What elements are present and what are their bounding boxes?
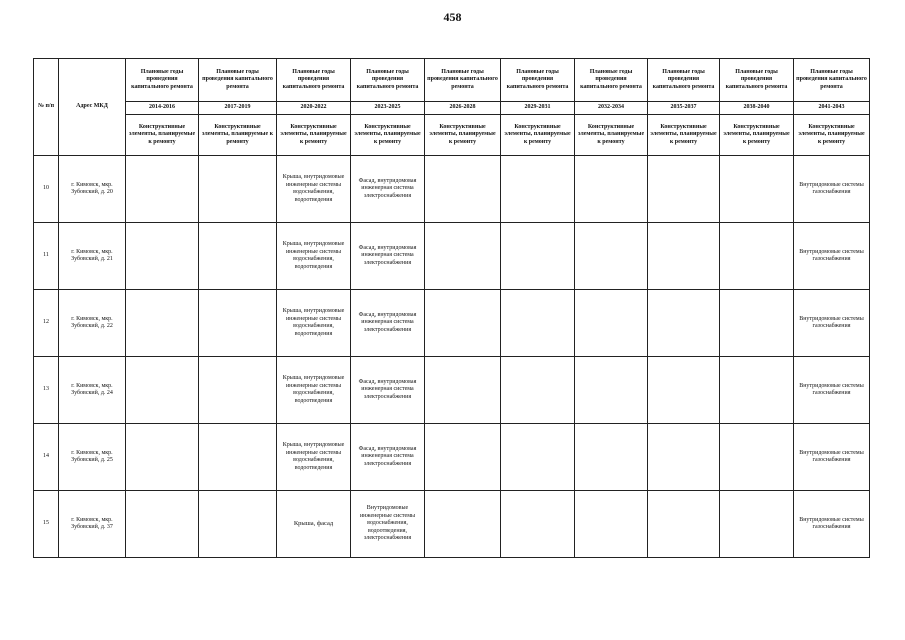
cell-2026-2028: [425, 156, 501, 223]
cell-2026-2028: [425, 424, 501, 491]
cell-2038-2040: [720, 290, 794, 357]
page-number: 458: [443, 10, 462, 24]
cell-2026-2028: [425, 290, 501, 357]
header-period-title: Плановые годы проведения капитального ремонта: [351, 59, 425, 102]
cell-2014-2016: [126, 424, 199, 491]
header-num: № п/п: [34, 59, 59, 156]
cell-2026-2028: [425, 357, 501, 424]
cell-2035-2037: [648, 491, 720, 558]
header-period-title: Плановые годы проведения капитального ремонта: [277, 59, 351, 102]
header-elements: Конструктивные элементы, планируемые к ремонту: [501, 115, 575, 156]
cell-2032-2034: [575, 357, 648, 424]
cell-2029-2031: [501, 357, 575, 424]
cell-2035-2037: [648, 357, 720, 424]
cell-2020-2022: Крыша, внутридомовые инженерные системы водоснабжения, водоотведения: [277, 424, 351, 491]
cell-2029-2031: [501, 290, 575, 357]
cell-2032-2034: [575, 424, 648, 491]
row-address: г. Кимовск, мкр. Зубовский, д. 25: [59, 424, 126, 491]
header-year-range: 2029-2031: [501, 102, 575, 115]
header-period-title: Плановые годы проведения капитального ремонта: [425, 59, 501, 102]
header-elements: Конструктивные элементы, планируемые к ремонту: [794, 115, 870, 156]
cell-2017-2019: [199, 156, 277, 223]
header-elements: Конструктивные элементы, планируемые к ремонту: [199, 115, 277, 156]
table-row: [34, 156, 870, 223]
cell-2023-2025: Фасад, внутридомовая инженерная система электроснабжения: [351, 424, 425, 491]
header-address: Адрес МКД: [59, 59, 126, 156]
cell-2041-2043: Внутридомовые системы газоснабжения: [794, 424, 870, 491]
cell-2041-2043: Внутридомовые системы газоснабжения: [794, 223, 870, 290]
cell-2041-2043: Внутридомовые системы газоснабжения: [794, 156, 870, 223]
header-period-title: Плановые годы проведения капитального ремонта: [126, 59, 199, 102]
cell-2032-2034: [575, 156, 648, 223]
row-address: г. Кимовск, мкр. Зубовский, д. 21: [59, 223, 126, 290]
cell-2041-2043: Внутридомовые системы газоснабжения: [794, 357, 870, 424]
cell-2023-2025: Фасад, внутридомовая инженерная система электроснабжения: [351, 156, 425, 223]
table-row: [34, 424, 870, 491]
cell-2023-2025: Фасад, внутридомовая инженерная система электроснабжения: [351, 290, 425, 357]
table-row: [34, 223, 870, 290]
row-address: г. Кимовск, мкр. Зубовский, д. 22: [59, 290, 126, 357]
header-year-range: 2041-2043: [794, 102, 870, 115]
row-number: 11: [34, 223, 59, 290]
cell-2029-2031: [501, 156, 575, 223]
cell-2014-2016: [126, 290, 199, 357]
cell-2029-2031: [501, 491, 575, 558]
row-address: г. Кимовск, мкр. Зубовский, д. 37: [59, 491, 126, 558]
cell-2014-2016: [126, 223, 199, 290]
cell-2020-2022: Крыша, внутридомовые инженерные системы водоснабжения, водоотведения: [277, 156, 351, 223]
row-number: 14: [34, 424, 59, 491]
header-elements: Конструктивные элементы, планируемые к ремонту: [351, 115, 425, 156]
header-period-title: Плановые годы проведения капитального ремонта: [199, 59, 277, 102]
row-number: 12: [34, 290, 59, 357]
cell-2038-2040: [720, 491, 794, 558]
cell-2020-2022: Крыша, внутридомовые инженерные системы водоснабжения, водоотведения: [277, 290, 351, 357]
cell-2038-2040: [720, 223, 794, 290]
cell-2023-2025: Фасад, внутридомовая инженерная система электроснабжения: [351, 223, 425, 290]
cell-2017-2019: [199, 223, 277, 290]
cell-2035-2037: [648, 223, 720, 290]
cell-2017-2019: [199, 357, 277, 424]
header-elements: Конструктивные элементы, планируемые к ремонту: [720, 115, 794, 156]
cell-2020-2022: Крыша, внутридомовые инженерные системы водоснабжения, водоотведения: [277, 357, 351, 424]
cell-2041-2043: Внутридомовые системы газоснабжения: [794, 491, 870, 558]
row-number: 15: [34, 491, 59, 558]
row-number: 10: [34, 156, 59, 223]
cell-2017-2019: [199, 424, 277, 491]
cell-2032-2034: [575, 290, 648, 357]
header-year-range: 2014-2016: [126, 102, 199, 115]
header-year-range: 2038-2040: [720, 102, 794, 115]
cell-2017-2019: [199, 290, 277, 357]
header-elements: Конструктивные элементы, планируемые к ремонту: [425, 115, 501, 156]
cell-2020-2022: Крыша, фасад: [277, 491, 351, 558]
header-year-range: 2026-2028: [425, 102, 501, 115]
table-row: [34, 290, 870, 357]
cell-2023-2025: Фасад, внутридомовая инженерная система электроснабжения: [351, 357, 425, 424]
cell-2029-2031: [501, 223, 575, 290]
cell-2029-2031: [501, 424, 575, 491]
header-period-title: Плановые годы проведения капитального ремонта: [575, 59, 648, 102]
table-row: [34, 491, 870, 558]
row-address: г. Кимовск, мкр. Зубовский, д. 20: [59, 156, 126, 223]
table-row: [34, 357, 870, 424]
cell-2038-2040: [720, 357, 794, 424]
cell-2014-2016: [126, 357, 199, 424]
cell-2020-2022: Крыша, внутридомовые инженерные системы водоснабжения, водоотведения: [277, 223, 351, 290]
header-year-range: 2017-2019: [199, 102, 277, 115]
cell-2035-2037: [648, 156, 720, 223]
header-period-title: Плановые годы проведения капитального ремонта: [720, 59, 794, 102]
header-period-title: Плановые годы проведения капитального ремонта: [794, 59, 870, 102]
header-year-range: 2035-2037: [648, 102, 720, 115]
cell-2026-2028: [425, 491, 501, 558]
cell-2041-2043: Внутридомовые системы газоснабжения: [794, 290, 870, 357]
header-elements: Конструктивные элементы, планируемые к ремонту: [126, 115, 199, 156]
cell-2032-2034: [575, 223, 648, 290]
cell-2014-2016: [126, 156, 199, 223]
cell-2035-2037: [648, 424, 720, 491]
cell-2014-2016: [126, 491, 199, 558]
header-period-title: Плановые годы проведения капитального ремонта: [648, 59, 720, 102]
header-period-title: Плановые годы проведения капитального ремонта: [501, 59, 575, 102]
header-year-range: 2023-2025: [351, 102, 425, 115]
cell-2023-2025: Внутридомовые инженерные системы водоснабжения, водоотведения, электроснабжения: [351, 491, 425, 558]
capital-repair-table: [33, 58, 870, 558]
header-year-range: 2020-2022: [277, 102, 351, 115]
header-elements: Конструктивные элементы, планируемые к ремонту: [648, 115, 720, 156]
cell-2038-2040: [720, 424, 794, 491]
row-number: 13: [34, 357, 59, 424]
cell-2038-2040: [720, 156, 794, 223]
header-year-range: 2032-2034: [575, 102, 648, 115]
cell-2032-2034: [575, 491, 648, 558]
cell-2026-2028: [425, 223, 501, 290]
header-elements: Конструктивные элементы, планируемые к ремонту: [575, 115, 648, 156]
header-elements: Конструктивные элементы, планируемые к ремонту: [277, 115, 351, 156]
row-address: г. Кимовск, мкр. Зубовский, д. 24: [59, 357, 126, 424]
cell-2035-2037: [648, 290, 720, 357]
cell-2017-2019: [199, 491, 277, 558]
